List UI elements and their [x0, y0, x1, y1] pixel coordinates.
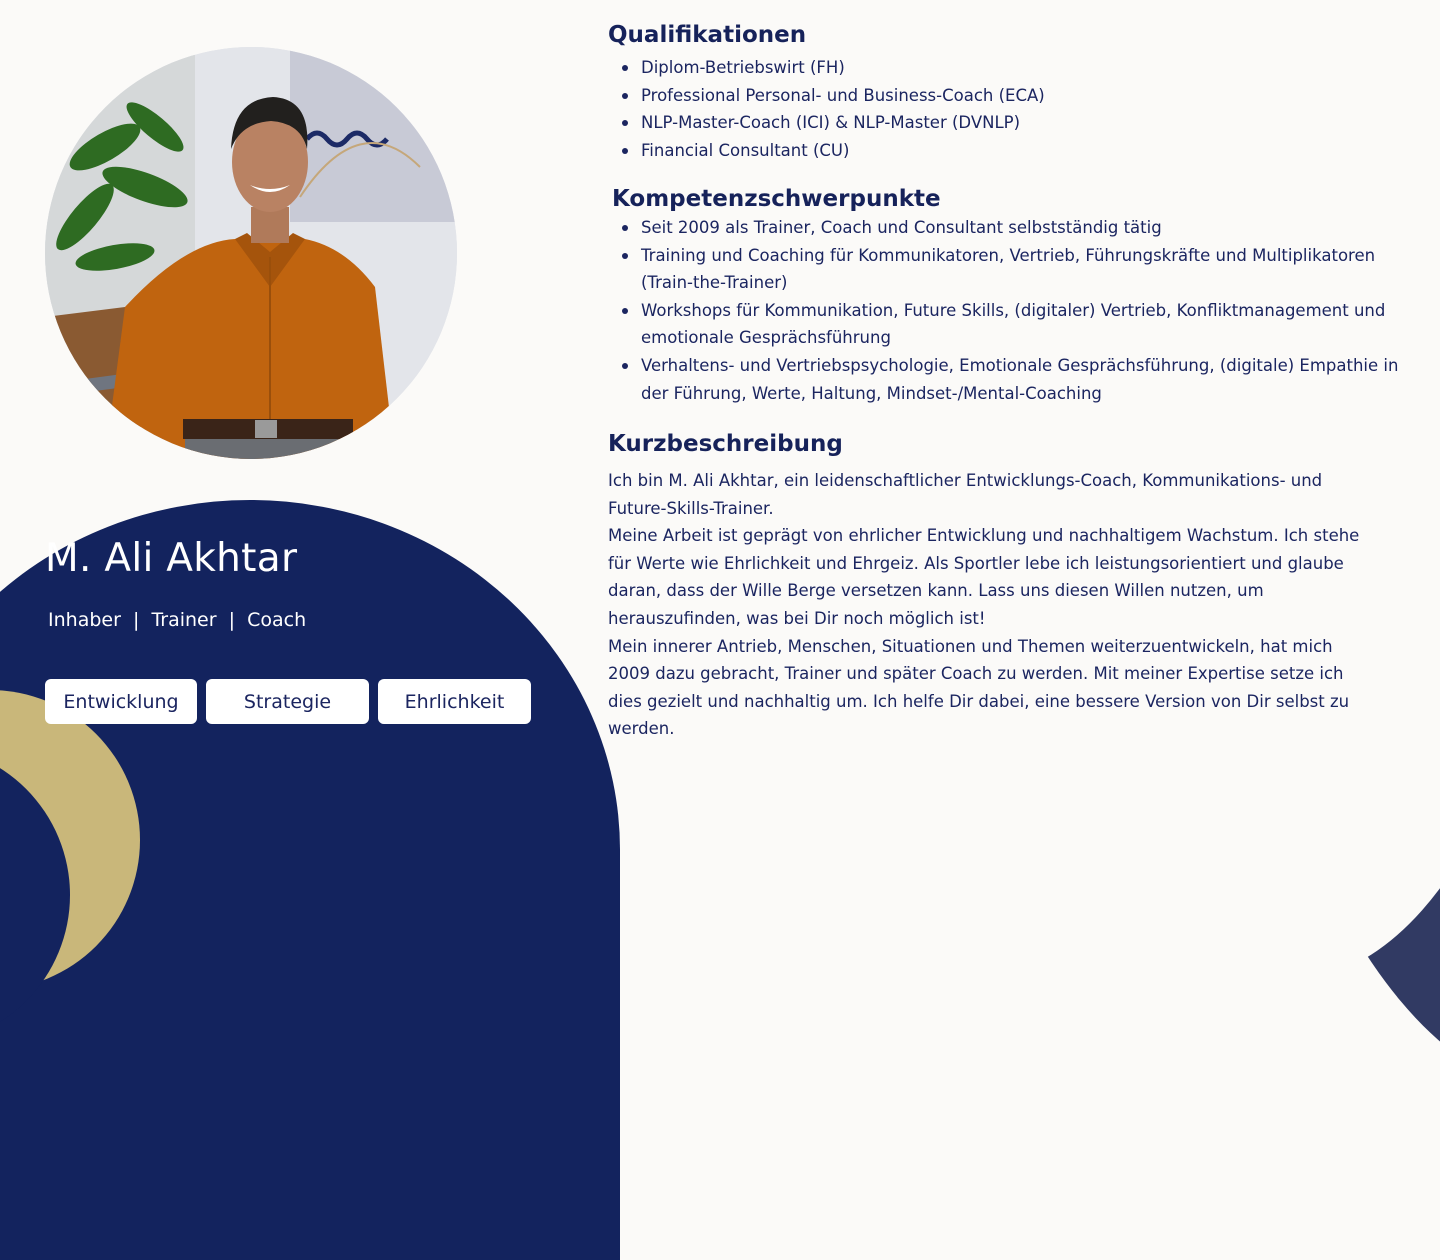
- tag-strategie: Strategie: [206, 679, 369, 724]
- profile-photo: [45, 47, 457, 459]
- list-item: NLP-Master-Coach (ICI) & NLP-Master (DVNLP): [609, 109, 1409, 137]
- kurzbeschreibung-text: [608, 467, 1368, 743]
- paragraph: Meine Arbeit ist geprägt von ehrlicher Entwicklung und nachhaltigem Wachstum. Ich stehe für Werte wie Ehrlichkeit und Ehrgeiz. Als Sportler lebe ich leistungsorientiert und glaube daran, dass der Wille Berge versetzen kann. Lass uns diesen Willen nutzen, um herauszufinden, was bei Dir noch möglich ist!: [608, 526, 1360, 628]
- kurzbeschreibung-heading: Kurzbeschreibung: [608, 431, 843, 457]
- list-item: Verhaltens- und Vertriebspsychologie, Emotionale Gesprächsführung, (digitale) Empathie in der Führung, Werte, Haltung, Mindset-/Mental-Coaching: [609, 352, 1399, 407]
- paragraph: Mein innerer Antrieb, Menschen, Situationen und Themen weiterzuentwickeln, hat mich 2009 dazu gebracht, Trainer und später Coach zu werden. Mit meiner Expertise setze ich dies gezielt und nachhaltig um. Ich helfe Dir dabei, eine bessere Version von Dir selbst zu werden.: [608, 636, 1350, 739]
- list-item: Training und Coaching für Kommunikatoren, Vertrieb, Führungskräfte und Multiplikatoren (Train-the-Trainer): [609, 242, 1399, 297]
- paragraph: Ich bin M. Ali Akhtar, ein leidenschaftlicher Entwicklungs-Coach, Kommunikations- und Future-Skills-Trainer.: [608, 471, 1323, 518]
- role-line: Inhaber | Trainer | Coach: [48, 609, 307, 631]
- qualifikationen-heading: Qualifikationen: [608, 22, 807, 48]
- list-item: Workshops für Kommunikation, Future Skills, (digitaler) Vertrieb, Konfliktmanagement und emotionale Gesprächsführung: [609, 297, 1399, 352]
- person-name: M. Ali Akhtar: [45, 536, 298, 581]
- list-item: Professional Personal- und Business-Coach (ECA): [609, 82, 1409, 110]
- list-item: Financial Consultant (CU): [609, 137, 1409, 165]
- tag-entwicklung: Entwicklung: [45, 679, 197, 724]
- tag-ehrlichkeit: Ehrlichkeit: [378, 679, 531, 724]
- list-item: Seit 2009 als Trainer, Coach und Consultant selbstständig tätig: [609, 214, 1399, 242]
- kompetenz-heading: Kompetenzschwerpunkte: [612, 186, 941, 212]
- kompetenz-list: [609, 214, 1399, 407]
- qualifikationen-list: [609, 54, 1409, 164]
- list-item: Diplom-Betriebswirt (FH): [609, 54, 1409, 82]
